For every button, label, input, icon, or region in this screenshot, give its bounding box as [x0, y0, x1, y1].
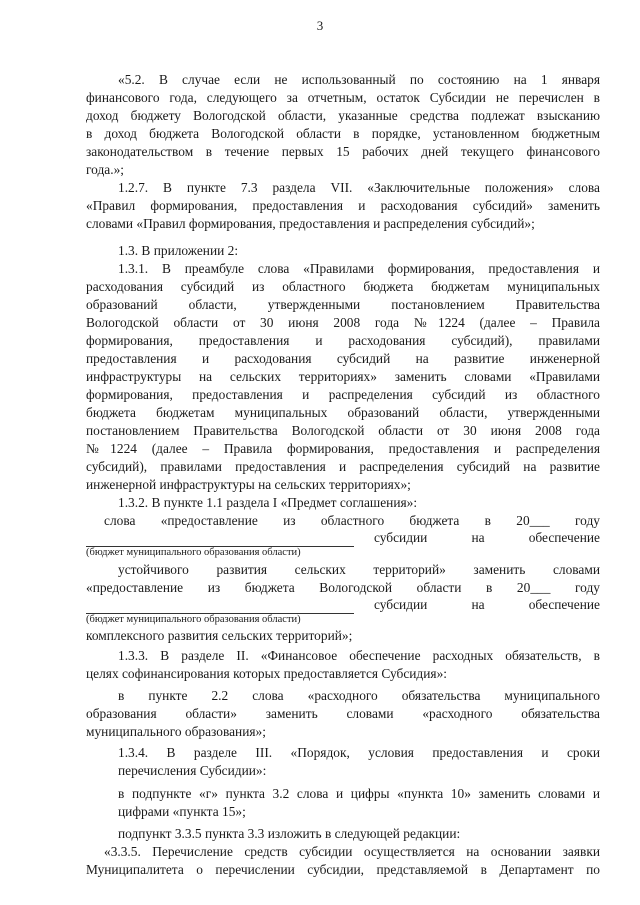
text-line: образования области» заменить словами «расходного обязательства — [86, 706, 600, 721]
text-line: Вологодской области от 30 июня 2008 года №1224 (далее – Правила — [86, 315, 600, 330]
text-line: устойчивого развития сельских территорий» заменить словами — [118, 562, 600, 577]
text-line: «3.3.5. Перечисление средств субсидии осуществляется на основании заявки — [104, 844, 600, 859]
text-line: 1.3.4. В разделе III. «Порядок, условия предоставления и сроки — [118, 745, 600, 760]
text-line: «5.2. В случае если не использованный по состоянию на 1 января — [118, 72, 600, 87]
text-line: доход бюджету Вологодской области, указанные средства подлежат взысканию — [86, 108, 600, 123]
text-line: в подпункте «г» пункта 3.2 слова и цифры «пункта 10» заменить словами и — [118, 786, 600, 801]
text-line: целях софинансирования которых предоставляется Субсидия»: — [86, 666, 447, 681]
text-line: 1.2.7. В пункте 7.3 раздела VII. «Заключительные положения» слова — [118, 180, 600, 195]
field-caption: (бюджет муниципального образования области) — [86, 614, 301, 625]
text-line: перечисления Субсидии»: — [118, 763, 267, 778]
field-caption: (бюджет муниципального образования области) — [86, 547, 301, 558]
text-line: законодательством в течение первых 15 рабочих дней текущего финансового — [86, 144, 600, 159]
text-line: года.»; — [86, 162, 124, 177]
text-line: инфраструктуры на сельских территориях» заменить словами «Правилами — [86, 369, 600, 384]
text-line: №1224 (далее – Правила формирования, предоставления и распределения — [86, 441, 600, 456]
text-line: муниципального образования»; — [86, 724, 266, 739]
text-line: словами «Правил формирования, предоставления и распределения субсидий»; — [86, 216, 535, 231]
text-line: 1.3. В приложении 2: — [118, 243, 239, 258]
text-line: комплексного развития сельских территорий»; — [86, 628, 353, 643]
text-line: Муниципалитета о перечислении субсидии, представляемой в Департамент по — [86, 862, 600, 877]
text-line: субсидии на обеспечение — [374, 597, 600, 612]
text-line: подпункт 3.3.5 пункта 3.3 изложить в следующей редакции: — [118, 826, 461, 841]
text-line: в доход бюджета Вологодской области в порядке, установленном бюджетным — [86, 126, 600, 141]
text-line: «Правил формирования, предоставления и расходования субсидий» заменить — [86, 198, 600, 213]
page-number: 3 — [316, 18, 324, 33]
text-line: в пункте 2.2 слова «расходного обязательства муниципального — [118, 688, 600, 703]
text-line: расходования субсидий из областного бюджета бюджетам муниципальных — [86, 279, 600, 294]
text-line: предоставления и расходования субсидий на развитие инженерной — [86, 351, 600, 366]
text-line: субсидий), правилами предоставления и распределения субсидий на развитие — [86, 459, 600, 474]
text-line: «предоставление из бюджета Вологодской области в 20___ году — [86, 580, 600, 595]
text-line: формирования, предоставления и расходования субсидий), правилами — [86, 333, 600, 348]
text-line: 1.3.2. В пункте 1.1 раздела I «Предмет соглашения»: — [118, 495, 418, 510]
text-line: 1.3.1. В преамбуле слова «Правилами формирования, предоставления и — [118, 261, 600, 276]
text-line: субсидии на обеспечение — [374, 530, 600, 545]
text-line: формирования, предоставления и распределения субсидий из областного — [86, 387, 600, 402]
text-line: цифрами «пункта 15»; — [118, 804, 246, 819]
text-line: финансового года, следующего за отчетным, остаток Субсидии не перечислен в — [86, 90, 600, 105]
text-line: инженерной инфраструктуры на сельских территориях»; — [86, 477, 411, 492]
text-line: 1.3.3. В разделе II. «Финансовое обеспечение расходных обязательств, в — [118, 648, 600, 663]
text-line: образований области, утвержденными постановлением Правительства — [86, 297, 600, 312]
text-line: слова «предоставление из областного бюджета в 20___ году — [104, 513, 600, 528]
text-line: бюджета бюджетам муниципальных образований области, утвержденными — [86, 405, 600, 420]
text-line: постановлением Правительства Вологодской области от 30 июня 2008 года — [86, 423, 600, 438]
